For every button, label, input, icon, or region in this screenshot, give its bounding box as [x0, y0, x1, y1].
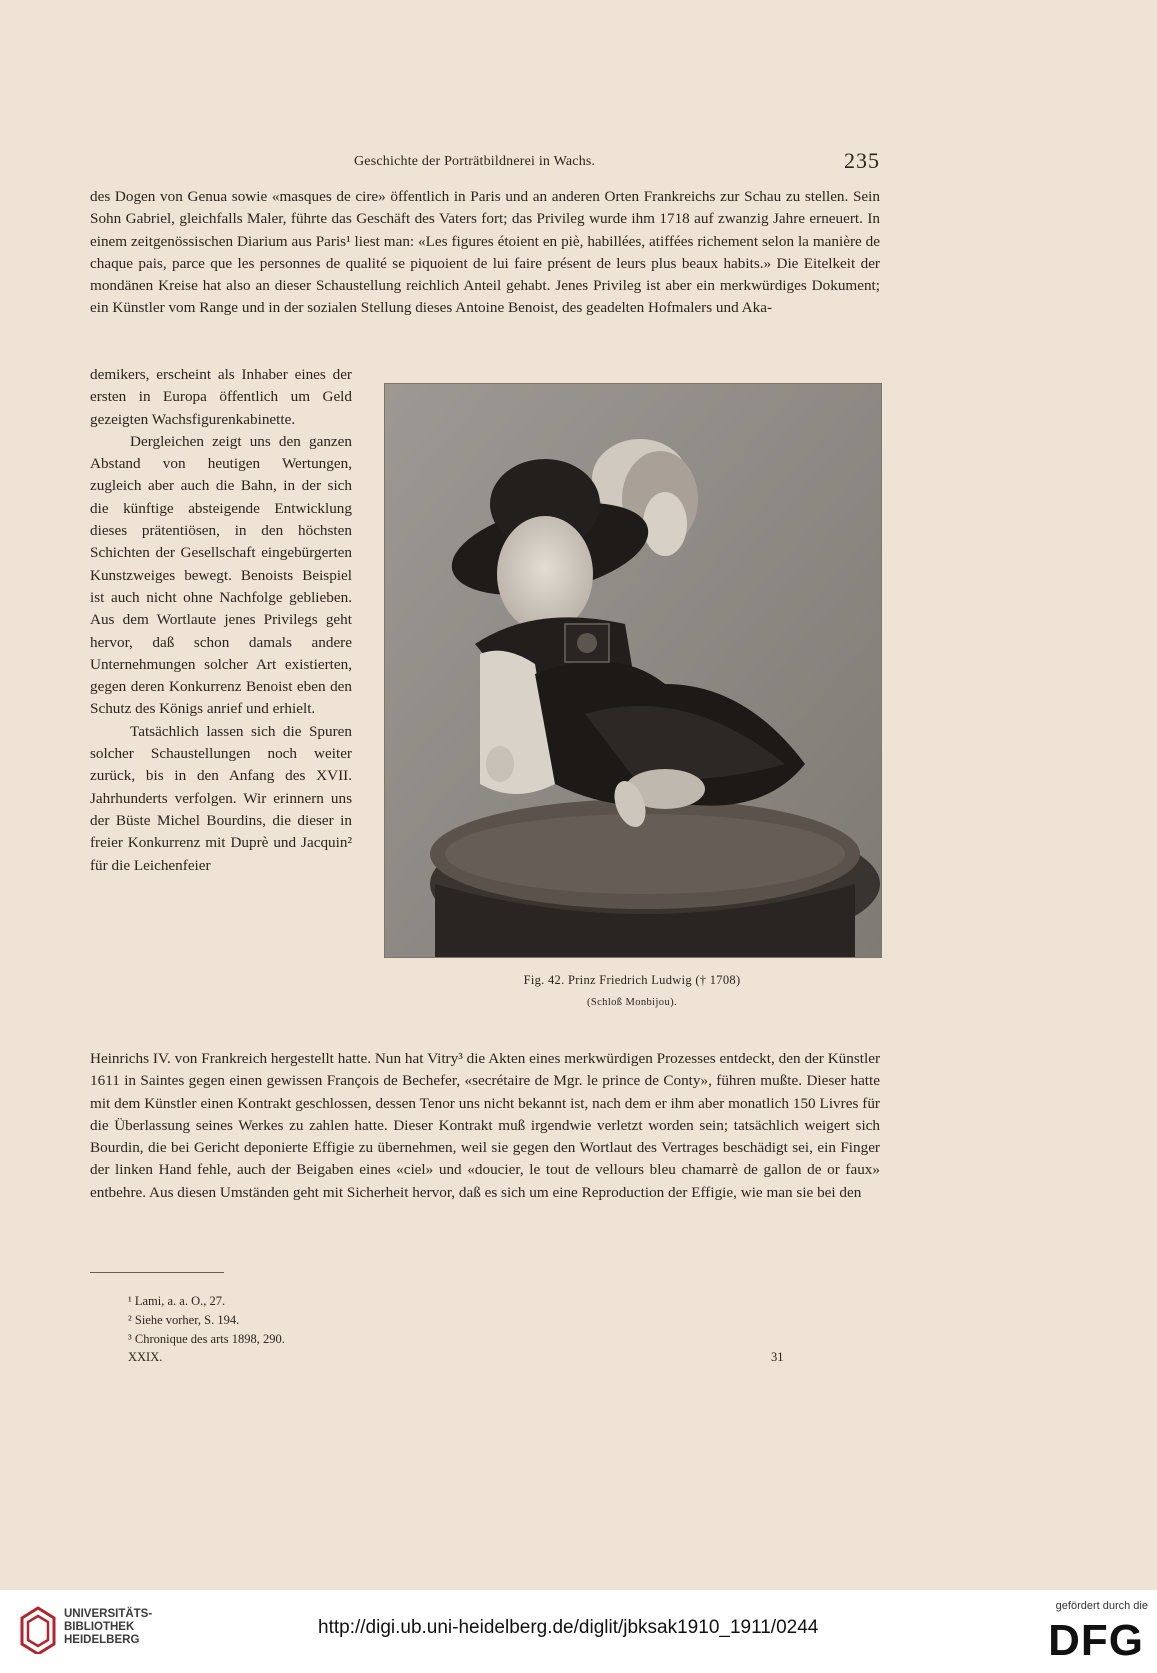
- figure-photograph: [384, 383, 882, 958]
- funder-label: gefördert durch die: [1055, 1600, 1148, 1612]
- paragraph: Tatsächlich lassen sich die Spuren solcher Schaustellungen noch weiter zurück, bis in den Anfang des XVII. Jahrhunderts verfolgen. Wir erinnern uns der Büste Michel Bourdins, die dieser in freier Konkurrenz mit Duprè und Jacquin² für die Leichenfeier: [90, 722, 352, 874]
- library-logo[interactable]: [18, 1600, 168, 1660]
- library-line: UNIVERSITÄTS-: [64, 1608, 153, 1620]
- sheet-number: 31: [771, 1350, 784, 1364]
- running-head-title: Geschichte der Porträtbildnerei in Wachs.: [354, 154, 596, 169]
- library-line: HEIDELBERG: [64, 1634, 140, 1646]
- figure-subcaption: (Schloß Monbijou).: [586, 997, 678, 1008]
- viewer-footer: [0, 1590, 1157, 1673]
- paragraph: demikers, erscheint als Inhaber eines der ersten in Europa öffentlich um Geld gezeigten Wachsfigurenkabinette.: [90, 366, 352, 428]
- paragraph: des Dogen von Genua sowie «masques de cire» öffentlich in Paris und an anderen Orten Frankreichs zur Schau zu stellen. Sein Sohn Gabriel, gleichfalls Maler, führte das Geschäft des Vaters fort; das Privileg wurde ihm 1718 auf zwanzig Jahre erneuert. In einem zeitgenössischen Diarium aus Paris¹ liest man: «Les figures étoient en piè, habillées, atiffées richement selon la manière de chaque pais, parce que les personnes de qualité se piquoient de lui faire présent de leurs plus beaux habits.» Die Eitelkeit der mondänen Kreise hat also an dieser Schaustellung reichlich Anteil gehabt. Jenes Privileg ist aber ein merkwürdiges Dokument; ein Künstler vom Range und in der sozialen Stellung dieses Antoine Benoist, des geadelten Hofmalers und Aka-: [90, 188, 880, 317]
- library-name: [64, 1608, 152, 1647]
- footnote-3: ³ Chronique des arts 1898, 290.: [128, 1332, 285, 1346]
- paragraph: Dergleichen zeigt uns den ganzen Abstand von heutigen Wertungen, zugleich aber auch die Bahn, in der sich die künftige absteigende Entwicklung dieses prätentiösen, in den höchsten Schichten der Gesellschaft eingebürgerten Kunstzweiges bewegt. Benoists Beispiel ist auch nicht ohne Nachfolge geblieben. Aus dem Wortlaute jenes Privilegs geht hervor, daß schon damals andere Unternehmungen solcher Art existierten, gegen deren Konkurrenz Benoist eben den Schutz des Königs anrief und erhielt.: [90, 432, 352, 718]
- footnote-1: ¹ Lami, a. a. O., 27.: [128, 1294, 226, 1308]
- permalink-url[interactable]: http://digi.ub.uni-heidelberg.de/diglit/jbksak1910_1911/0244: [318, 1617, 819, 1638]
- running-head: [90, 148, 880, 178]
- body-text-top: [90, 186, 880, 320]
- signature-mark: XXIX.: [128, 1350, 163, 1364]
- footnote-rule: [90, 1272, 224, 1273]
- footnotes: [128, 1292, 285, 1349]
- body-text-left-column: [90, 364, 352, 877]
- page-number: 235: [844, 148, 880, 173]
- dfg-logo-text: DFG: [1048, 1616, 1144, 1665]
- figure-caption: Fig. 42. Prinz Friedrich Ludwig († 1708): [523, 973, 741, 987]
- library-emblem-icon: [18, 1604, 58, 1654]
- funder-logo[interactable]: [1030, 1600, 1150, 1666]
- library-line: BIBLIOTHEK: [64, 1621, 135, 1633]
- wax-doll-photo-illustration: [385, 384, 881, 957]
- footnote-2: ² Siehe vorher, S. 194.: [128, 1313, 240, 1327]
- body-text-bottom: [90, 1048, 880, 1204]
- paragraph: Heinrichs IV. von Frankreich hergestellt hatte. Nun hat Vitry³ die Akten eines merkwürdigen Prozesses entdeckt, den der Künstler 1611 in Saintes gegen einen gewissen François de Bechefer, «secrétaire de Mgr. le prince de Conty», führen mußte. Dieser hatte mit dem Künstler einen Kontrakt geschlossen, dessen Tenor uns nicht bekannt ist, nach dem er ihm aber monatlich 150 Livres für die Überlassung seines Werkes zu zahlen hatte. Dieser Kontrakt muß irgendwie verletzt worden sein; tatsächlich weigert sich Bourdin, die bei Gericht deponierte Effigie zu übernehmen, weil sie gegen den Wortlaut des Vertrages beschädigt sei, ein Finger der linken Hand fehle, auch der Beigaben eines «ciel» und «doucier, le tout de vellours bleu chamarrè de gallon de or faux» entbehre. Aus diesen Umständen geht mit Sicherheit hervor, daß es sich um eine Reproduction der Effigie, wie man sie bei den: [90, 1050, 880, 1201]
